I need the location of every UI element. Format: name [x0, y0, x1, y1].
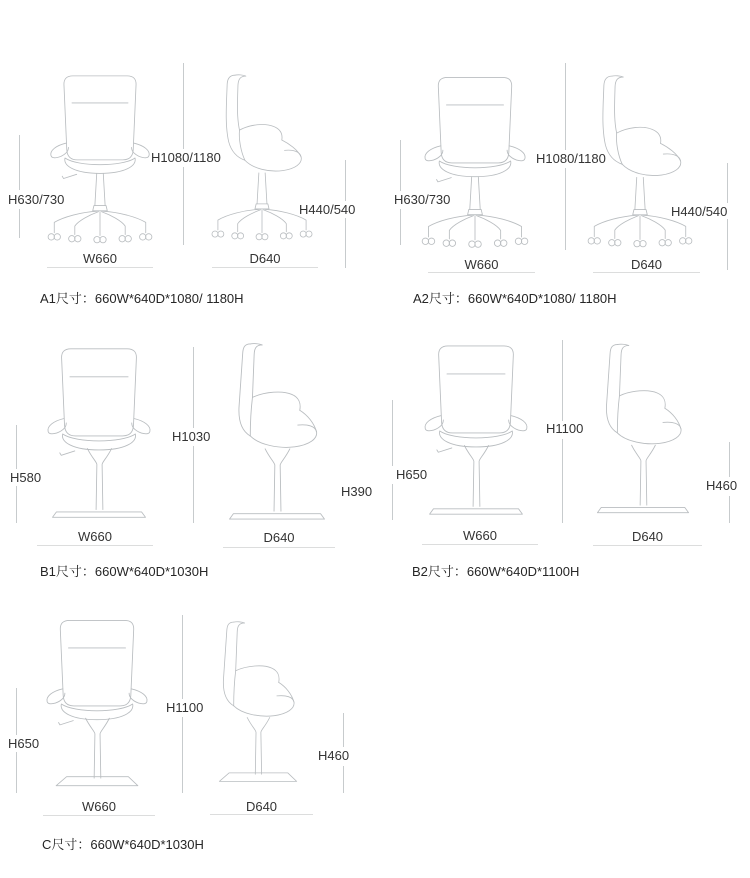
c-side-view-chair-drawing [204, 608, 312, 800]
a2-overall-height-label: H1080/1180 [536, 151, 606, 166]
c-caption: C尺寸：660W*640D*1030H [42, 837, 204, 852]
a1-caption: A1尺寸：660W*640D*1080/ 1180H [40, 291, 244, 306]
c-seat-height-label: H650 [8, 736, 40, 751]
b1-side-height-label: H390 [341, 484, 373, 499]
c-width-dim-line [43, 815, 155, 816]
b1-width-label: W660 [78, 529, 112, 544]
a1-overall-height-label: H1080/1180 [151, 150, 221, 165]
b1-caption: B1尺寸：660W*640D*1030H [40, 564, 209, 579]
b2-overall-height-label: H1100 [546, 421, 584, 436]
a2-depth-label: D640 [630, 257, 663, 272]
a1-seat-height-label: H630/730 [8, 192, 65, 207]
c-side-height-dim-line [343, 713, 344, 747]
c-overall-height-dim-line [182, 615, 183, 699]
b1-depth-label: D640 [263, 530, 295, 545]
b1-seat-height-label: H580 [10, 470, 42, 485]
a1-width-label: W660 [83, 251, 117, 266]
a2-width-label: W660 [464, 257, 499, 272]
c-seat-height-dim-line [16, 752, 17, 793]
a1-depth-label: D640 [249, 251, 281, 266]
a2-caption: A2尺寸：660W*640D*1080/ 1180H [413, 291, 617, 306]
a1-side-height-label: H440/540 [299, 202, 356, 217]
c-side-height-label: H460 [318, 748, 350, 763]
c-side-height-dim-line [343, 766, 344, 793]
c-overall-height-dim-line [182, 717, 183, 793]
b2-caption: B2尺寸：660W*640D*1100H [412, 564, 580, 579]
a2-seat-height-label: H630/730 [394, 192, 451, 207]
b2-seat-height-label: H650 [396, 467, 428, 482]
b2-depth-label: D640 [631, 529, 664, 544]
c-depth-label: D640 [245, 799, 278, 814]
c-width-label: W660 [82, 799, 116, 814]
b1-overall-height-label: H1030 [172, 429, 211, 444]
c-seat-height-dim-line [16, 688, 17, 735]
c-depth-dim-line [210, 814, 313, 815]
b2-width-label: W660 [463, 528, 497, 543]
b2-side-height-label: H460 [706, 478, 738, 493]
c-front-view-chair-drawing [40, 610, 154, 798]
c-overall-height-label: H1100 [166, 700, 204, 715]
a2-side-height-label: H440/540 [671, 204, 728, 219]
